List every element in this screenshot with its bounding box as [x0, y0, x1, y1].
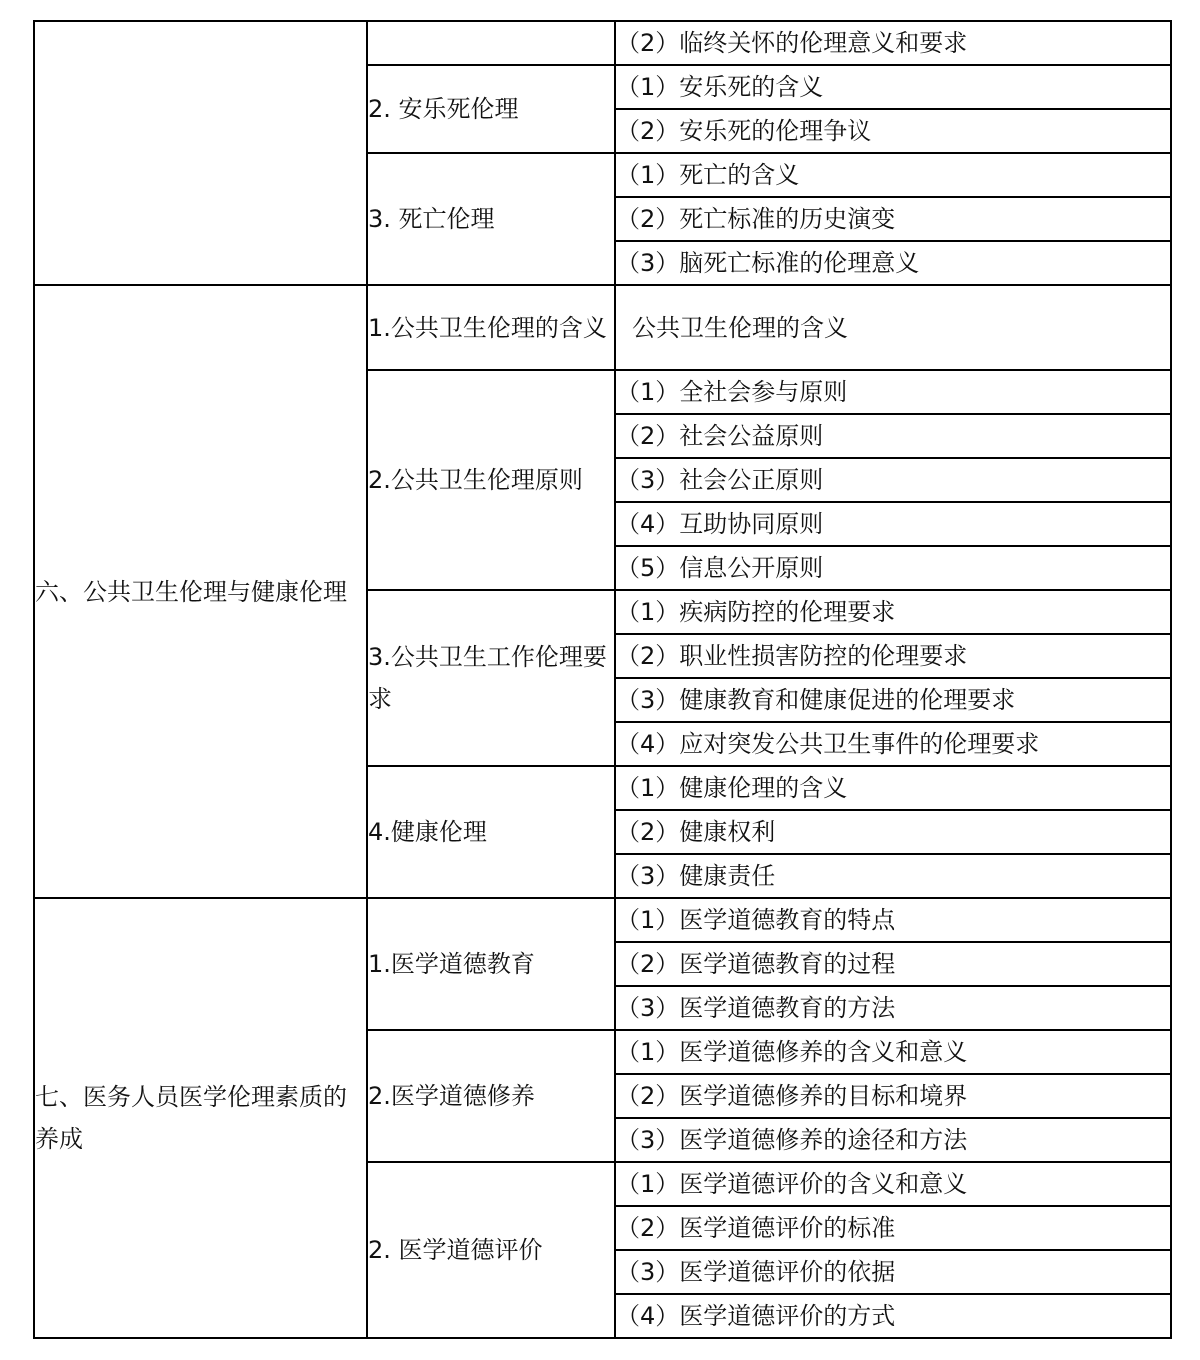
point-cell: （2）安乐死的伦理争议 — [615, 109, 1171, 153]
point-cell: （2）社会公益原则 — [615, 414, 1171, 458]
section-cell: 4.健康伦理 — [367, 766, 615, 898]
point-cell: （2）健康权利 — [615, 810, 1171, 854]
point-cell: （2）医学道德评价的标准 — [615, 1206, 1171, 1250]
chapter-cell: 六、公共卫生伦理与健康伦理 — [34, 285, 367, 898]
point-cell: （1）医学道德评价的含义和意义 — [615, 1162, 1171, 1206]
chapter-cell: 七、医务人员医学伦理素质的养成 — [34, 898, 367, 1338]
point-cell: （3）医学道德教育的方法 — [615, 986, 1171, 1030]
chapter-cell — [34, 21, 367, 285]
point-cell: （4）互助协同原则 — [615, 502, 1171, 546]
section-cell: 3.公共卫生工作伦理要求 — [367, 590, 615, 766]
syllabus-table — [33, 20, 1172, 1339]
section-cell: 3. 死亡伦理 — [367, 153, 615, 285]
point-cell: （1）医学道德教育的特点 — [615, 898, 1171, 942]
point-cell: （1）医学道德修养的含义和意义 — [615, 1030, 1171, 1074]
point-cell: （4）医学道德评价的方式 — [615, 1294, 1171, 1338]
point-cell: （3）社会公正原则 — [615, 458, 1171, 502]
section-cell: 2. 医学道德评价 — [367, 1162, 615, 1338]
point-cell: （3）脑死亡标准的伦理意义 — [615, 241, 1171, 285]
point-cell: （2）医学道德教育的过程 — [615, 942, 1171, 986]
table-row — [34, 898, 1171, 942]
section-cell: 2.公共卫生伦理原则 — [367, 370, 615, 590]
point-cell: （2）临终关怀的伦理意义和要求 — [615, 21, 1171, 65]
point-cell: 公共卫生伦理的含义 — [615, 285, 1171, 370]
point-cell: （5）信息公开原则 — [615, 546, 1171, 590]
point-cell: （1）全社会参与原则 — [615, 370, 1171, 414]
point-cell: （1）安乐死的含义 — [615, 65, 1171, 109]
section-cell: 1.公共卫生伦理的含义 — [367, 285, 615, 370]
section-cell — [367, 21, 615, 65]
point-cell: （1）健康伦理的含义 — [615, 766, 1171, 810]
table-row — [34, 285, 1171, 370]
point-cell: （3）医学道德修养的途径和方法 — [615, 1118, 1171, 1162]
table-row — [34, 21, 1171, 65]
point-cell: （4）应对突发公共卫生事件的伦理要求 — [615, 722, 1171, 766]
point-cell: （2）死亡标准的历史演变 — [615, 197, 1171, 241]
point-cell: （1）死亡的含义 — [615, 153, 1171, 197]
point-cell: （2）职业性损害防控的伦理要求 — [615, 634, 1171, 678]
point-cell: （3）医学道德评价的依据 — [615, 1250, 1171, 1294]
section-cell: 2. 安乐死伦理 — [367, 65, 615, 153]
point-cell: （3）健康教育和健康促进的伦理要求 — [615, 678, 1171, 722]
point-cell: （1）疾病防控的伦理要求 — [615, 590, 1171, 634]
section-cell: 2.医学道德修养 — [367, 1030, 615, 1162]
point-cell: （3）健康责任 — [615, 854, 1171, 898]
section-cell: 1.医学道德教育 — [367, 898, 615, 1030]
point-cell: （2）医学道德修养的目标和境界 — [615, 1074, 1171, 1118]
